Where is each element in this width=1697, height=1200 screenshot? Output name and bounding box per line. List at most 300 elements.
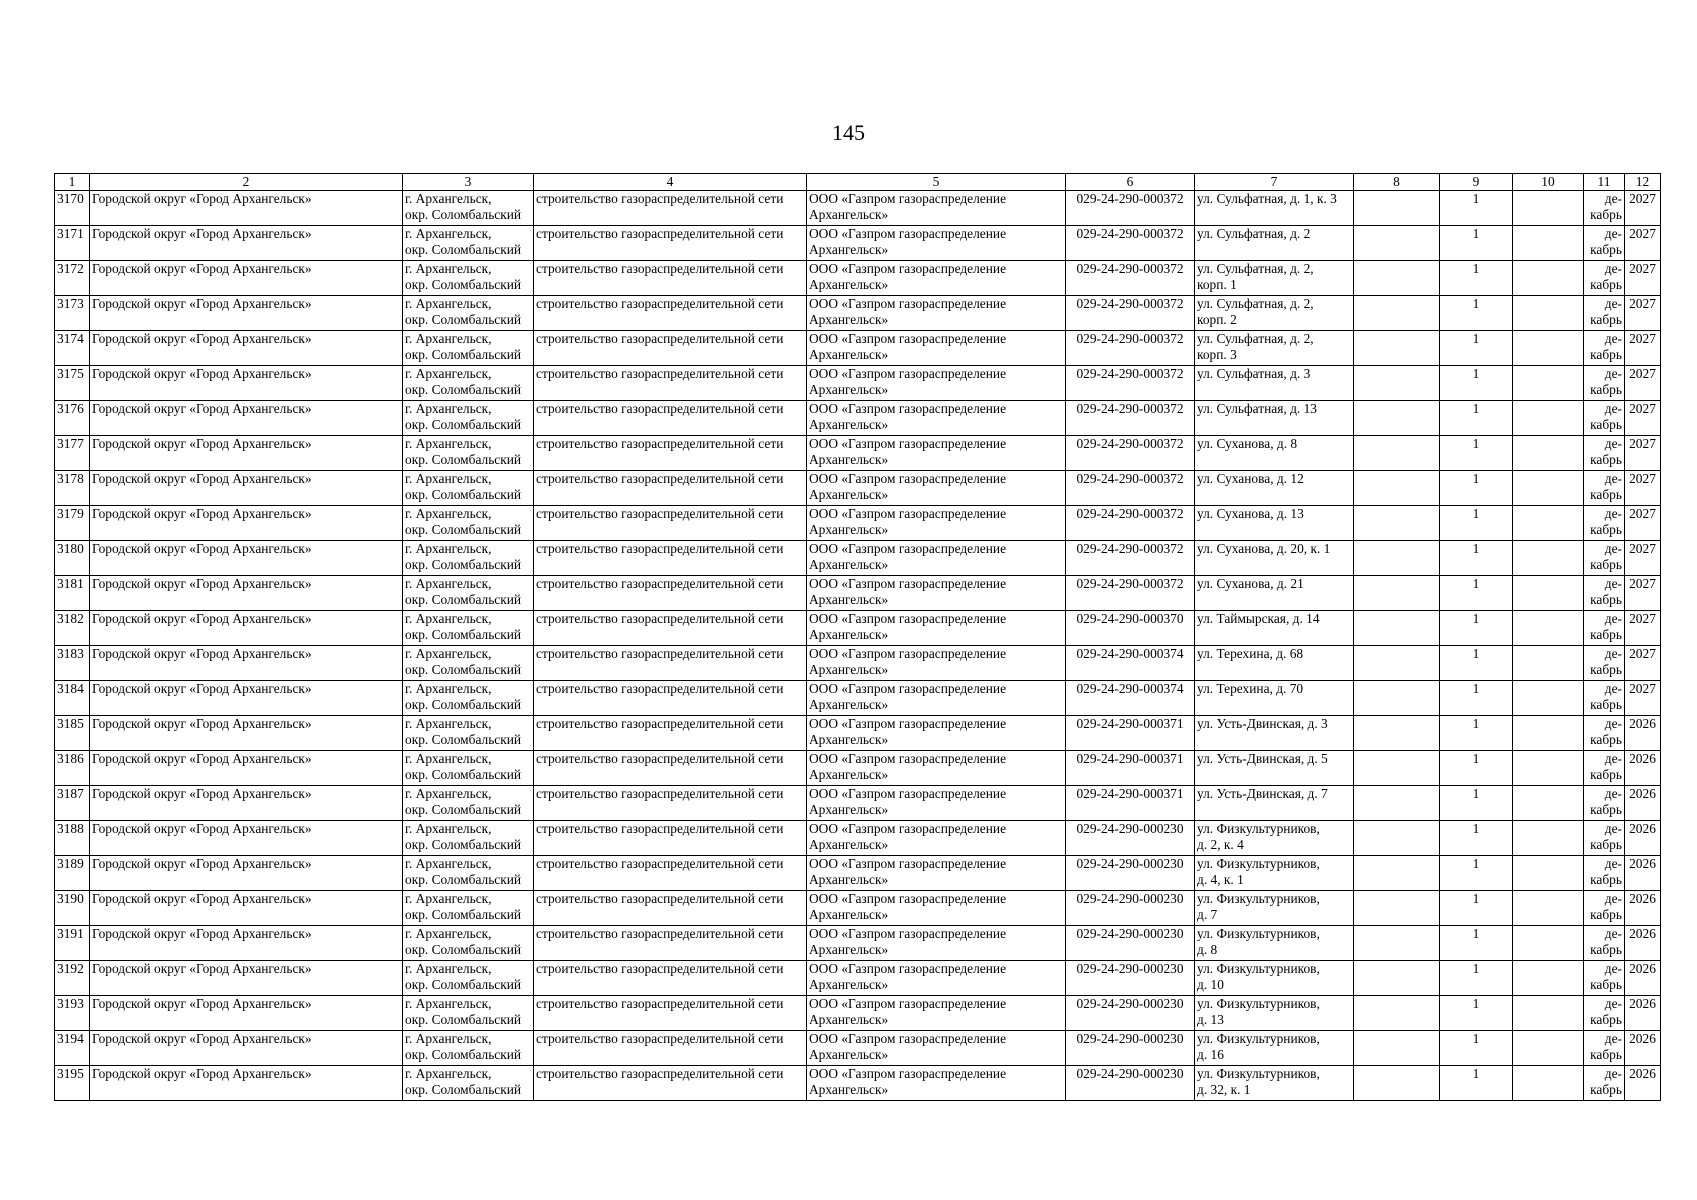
municipality-cell: Городской округ «Город Архангельск» (90, 261, 403, 296)
organization-line: ООО «Газпром газораспределение (809, 961, 1007, 976)
quantity-cell: 1 (1440, 996, 1513, 1031)
empty-cell (1513, 576, 1584, 611)
quantity-cell: 1 (1440, 261, 1513, 296)
organization-line: ООО «Газпром газораспределение (809, 331, 1007, 346)
empty-cell (1354, 996, 1440, 1031)
organization-line: ООО «Газпром газораспределение (809, 296, 1007, 311)
month-line: де- (1604, 1031, 1622, 1046)
empty-cell (1513, 891, 1584, 926)
month-cell (1584, 296, 1625, 331)
locality-line: г. Архангельск, (405, 611, 492, 626)
organization-cell (807, 891, 1066, 926)
header-cell: 4 (534, 174, 807, 191)
organization-cell (807, 786, 1066, 821)
header-cell: 3 (403, 174, 534, 191)
locality-cell (403, 611, 534, 646)
year-cell: 2027 (1625, 611, 1661, 646)
organization-line: ООО «Газпром газораспределение (809, 261, 1007, 276)
address-line: ул. Сульфатная, д. 1, к. 3 (1197, 191, 1337, 206)
empty-cell (1354, 366, 1440, 401)
address-line: ул. Физкультурников, (1197, 961, 1320, 976)
year-cell: 2027 (1625, 226, 1661, 261)
code-cell: 029-24-290-000372 (1066, 261, 1195, 296)
empty-cell (1513, 261, 1584, 296)
locality-cell (403, 1066, 534, 1101)
work-type-cell: строительство газораспределительной сети (534, 646, 807, 681)
locality-cell (403, 996, 534, 1031)
address-cell (1195, 366, 1354, 401)
municipality-cell: Городской округ «Город Архангельск» (90, 681, 403, 716)
table-row (55, 716, 1661, 751)
year-cell: 2027 (1625, 401, 1661, 436)
address-cell (1195, 296, 1354, 331)
locality-line: окр. Соломбальский (405, 732, 522, 747)
organization-cell (807, 401, 1066, 436)
row-number-cell: 3177 (55, 436, 90, 471)
locality-line: г. Архангельск, (405, 226, 492, 241)
organization-line: ООО «Газпром газораспределение (809, 891, 1007, 906)
code-cell: 029-24-290-000372 (1066, 541, 1195, 576)
address-cell (1195, 226, 1354, 261)
work-type-cell: строительство газораспределительной сети (534, 261, 807, 296)
locality-line: окр. Соломбальский (405, 942, 522, 957)
work-type-cell: строительство газораспределительной сети (534, 226, 807, 261)
month-cell (1584, 436, 1625, 471)
code-cell: 029-24-290-000230 (1066, 1066, 1195, 1101)
year-cell: 2027 (1625, 331, 1661, 366)
quantity-cell: 1 (1440, 751, 1513, 786)
code-cell: 029-24-290-000372 (1066, 331, 1195, 366)
code-cell: 029-24-290-000230 (1066, 961, 1195, 996)
table-row (55, 366, 1661, 401)
address-line: ул. Суханова, д. 13 (1197, 506, 1304, 521)
empty-cell (1513, 366, 1584, 401)
row-number-cell: 3173 (55, 296, 90, 331)
month-line: де- (1604, 366, 1622, 381)
organization-line: Архангельск» (809, 732, 889, 747)
quantity-cell: 1 (1440, 891, 1513, 926)
locality-cell (403, 226, 534, 261)
locality-line: окр. Соломбальский (405, 872, 522, 887)
month-line: кабрь (1590, 522, 1622, 537)
empty-cell (1513, 191, 1584, 226)
municipality-cell: Городской округ «Город Архангельск» (90, 891, 403, 926)
year-cell: 2026 (1625, 926, 1661, 961)
table-row (55, 261, 1661, 296)
address-line: ул. Физкультурников, (1197, 1031, 1320, 1046)
year-cell: 2026 (1625, 1066, 1661, 1101)
locality-line: окр. Соломбальский (405, 347, 522, 362)
organization-cell (807, 191, 1066, 226)
municipality-cell: Городской округ «Город Архангельск» (90, 996, 403, 1031)
code-cell: 029-24-290-000370 (1066, 611, 1195, 646)
quantity-cell: 1 (1440, 716, 1513, 751)
locality-cell (403, 856, 534, 891)
address-line: ул. Физкультурников, (1197, 926, 1320, 941)
table-row (55, 961, 1661, 996)
month-cell (1584, 681, 1625, 716)
table-row (55, 786, 1661, 821)
locality-line: окр. Соломбальский (405, 627, 522, 642)
table-row (55, 191, 1661, 226)
work-type-cell: строительство газораспределительной сети (534, 576, 807, 611)
organization-line: Архангельск» (809, 802, 889, 817)
header-cell: 9 (1440, 174, 1513, 191)
month-line: де- (1604, 401, 1622, 416)
empty-cell (1513, 1031, 1584, 1066)
year-cell: 2026 (1625, 821, 1661, 856)
empty-cell (1354, 821, 1440, 856)
month-line: кабрь (1590, 382, 1622, 397)
address-cell (1195, 576, 1354, 611)
address-cell (1195, 926, 1354, 961)
municipality-cell: Городской округ «Город Архангельск» (90, 716, 403, 751)
address-cell (1195, 471, 1354, 506)
address-cell (1195, 191, 1354, 226)
organization-line: Архангельск» (809, 837, 889, 852)
locality-line: окр. Соломбальский (405, 592, 522, 607)
organization-cell (807, 821, 1066, 856)
work-type-cell: строительство газораспределительной сети (534, 891, 807, 926)
row-number-cell: 3183 (55, 646, 90, 681)
locality-cell (403, 961, 534, 996)
code-cell: 029-24-290-000230 (1066, 996, 1195, 1031)
row-number-cell: 3190 (55, 891, 90, 926)
table-row (55, 296, 1661, 331)
table-row (55, 996, 1661, 1031)
quantity-cell: 1 (1440, 331, 1513, 366)
organization-cell (807, 471, 1066, 506)
address-cell (1195, 261, 1354, 296)
month-line: кабрь (1590, 242, 1622, 257)
month-line: де- (1604, 716, 1622, 731)
empty-cell (1513, 506, 1584, 541)
locality-cell (403, 821, 534, 856)
month-cell (1584, 366, 1625, 401)
row-number-cell: 3188 (55, 821, 90, 856)
locality-cell (403, 436, 534, 471)
organization-line: ООО «Газпром газораспределение (809, 191, 1007, 206)
address-cell (1195, 821, 1354, 856)
locality-cell (403, 366, 534, 401)
address-line: д. 7 (1197, 907, 1218, 922)
year-cell: 2027 (1625, 541, 1661, 576)
locality-cell (403, 191, 534, 226)
locality-cell (403, 506, 534, 541)
address-line: ул. Усть-Двинская, д. 5 (1197, 751, 1328, 766)
work-type-cell: строительство газораспределительной сети (534, 961, 807, 996)
code-cell: 029-24-290-000372 (1066, 366, 1195, 401)
municipality-cell: Городской округ «Город Архангельск» (90, 331, 403, 366)
locality-cell (403, 1031, 534, 1066)
organization-line: Архангельск» (809, 767, 889, 782)
locality-cell (403, 681, 534, 716)
locality-line: г. Архангельск, (405, 681, 492, 696)
row-number-cell: 3184 (55, 681, 90, 716)
table-body (55, 191, 1661, 1101)
month-line: де- (1604, 1066, 1622, 1081)
month-line: де- (1604, 541, 1622, 556)
address-cell (1195, 716, 1354, 751)
month-line: кабрь (1590, 942, 1622, 957)
month-line: де- (1604, 436, 1622, 451)
code-cell: 029-24-290-000230 (1066, 821, 1195, 856)
month-cell (1584, 226, 1625, 261)
month-line: де- (1604, 646, 1622, 661)
quantity-cell: 1 (1440, 436, 1513, 471)
quantity-cell: 1 (1440, 1031, 1513, 1066)
month-cell (1584, 926, 1625, 961)
address-line: ул. Сульфатная, д. 3 (1197, 366, 1311, 381)
quantity-cell: 1 (1440, 296, 1513, 331)
locality-line: окр. Соломбальский (405, 557, 522, 572)
organization-line: ООО «Газпром газораспределение (809, 786, 1007, 801)
locality-cell (403, 716, 534, 751)
address-cell (1195, 891, 1354, 926)
address-cell (1195, 331, 1354, 366)
municipality-cell: Городской округ «Город Архангельск» (90, 751, 403, 786)
municipality-cell: Городской округ «Город Архангельск» (90, 576, 403, 611)
month-line: де- (1604, 611, 1622, 626)
locality-line: г. Архангельск, (405, 751, 492, 766)
registry-table (54, 173, 1661, 1101)
empty-cell (1354, 1031, 1440, 1066)
organization-line: Архангельск» (809, 242, 889, 257)
address-line: д. 10 (1197, 977, 1224, 992)
quantity-cell: 1 (1440, 541, 1513, 576)
address-line: д. 13 (1197, 1012, 1224, 1027)
address-line: ул. Сульфатная, д. 13 (1197, 401, 1317, 416)
code-cell: 029-24-290-000230 (1066, 891, 1195, 926)
organization-cell (807, 926, 1066, 961)
table-row (55, 471, 1661, 506)
organization-line: ООО «Газпром газораспределение (809, 1031, 1007, 1046)
empty-cell (1513, 751, 1584, 786)
address-cell (1195, 961, 1354, 996)
municipality-cell: Городской округ «Город Архангельск» (90, 611, 403, 646)
locality-line: окр. Соломбальский (405, 417, 522, 432)
empty-cell (1513, 821, 1584, 856)
month-line: де- (1604, 786, 1622, 801)
month-line: де- (1604, 261, 1622, 276)
empty-cell (1354, 331, 1440, 366)
month-line: кабрь (1590, 627, 1622, 642)
month-cell (1584, 821, 1625, 856)
organization-line: ООО «Газпром газораспределение (809, 506, 1007, 521)
locality-line: г. Архангельск, (405, 716, 492, 731)
row-number-cell: 3172 (55, 261, 90, 296)
month-line: де- (1604, 331, 1622, 346)
code-cell: 029-24-290-000371 (1066, 751, 1195, 786)
locality-line: г. Архангельск, (405, 401, 492, 416)
locality-line: окр. Соломбальский (405, 837, 522, 852)
organization-line: Архангельск» (809, 592, 889, 607)
year-cell: 2026 (1625, 856, 1661, 891)
month-cell (1584, 646, 1625, 681)
organization-line: ООО «Газпром газораспределение (809, 996, 1007, 1011)
address-line: ул. Терехина, д. 68 (1197, 646, 1304, 661)
year-cell: 2026 (1625, 1031, 1661, 1066)
month-cell (1584, 716, 1625, 751)
month-line: де- (1604, 576, 1622, 591)
month-line: де- (1604, 296, 1622, 311)
municipality-cell: Городской округ «Город Архангельск» (90, 401, 403, 436)
table-row (55, 331, 1661, 366)
year-cell: 2027 (1625, 296, 1661, 331)
address-line: ул. Сульфатная, д. 2 (1197, 226, 1311, 241)
work-type-cell: строительство газораспределительной сети (534, 996, 807, 1031)
month-cell (1584, 611, 1625, 646)
address-line: д. 4, к. 1 (1197, 872, 1244, 887)
locality-line: г. Архангельск, (405, 471, 492, 486)
empty-cell (1354, 681, 1440, 716)
empty-cell (1354, 436, 1440, 471)
locality-cell (403, 471, 534, 506)
empty-cell (1513, 681, 1584, 716)
locality-line: окр. Соломбальский (405, 802, 522, 817)
code-cell: 029-24-290-000372 (1066, 576, 1195, 611)
municipality-cell: Городской округ «Город Архангельск» (90, 926, 403, 961)
organization-line: Архангельск» (809, 697, 889, 712)
year-cell: 2027 (1625, 576, 1661, 611)
locality-line: г. Архангельск, (405, 331, 492, 346)
quantity-cell: 1 (1440, 506, 1513, 541)
organization-line: ООО «Газпром газораспределение (809, 436, 1007, 451)
month-line: де- (1604, 856, 1622, 871)
locality-line: г. Архангельск, (405, 821, 492, 836)
month-cell (1584, 856, 1625, 891)
header-cell: 12 (1625, 174, 1661, 191)
organization-line: ООО «Газпром газораспределение (809, 611, 1007, 626)
quantity-cell: 1 (1440, 1066, 1513, 1101)
code-cell: 029-24-290-000372 (1066, 226, 1195, 261)
month-line: де- (1604, 226, 1622, 241)
locality-cell (403, 261, 534, 296)
empty-cell (1513, 996, 1584, 1031)
municipality-cell: Городской округ «Город Архангельск» (90, 191, 403, 226)
organization-line: ООО «Газпром газораспределение (809, 401, 1007, 416)
organization-cell (807, 1066, 1066, 1101)
row-number-cell: 3176 (55, 401, 90, 436)
organization-cell (807, 576, 1066, 611)
row-number-cell: 3182 (55, 611, 90, 646)
organization-line: Архангельск» (809, 312, 889, 327)
month-cell (1584, 786, 1625, 821)
work-type-cell: строительство газораспределительной сети (534, 751, 807, 786)
row-number-cell: 3195 (55, 1066, 90, 1101)
header-cell: 10 (1513, 174, 1584, 191)
empty-cell (1354, 786, 1440, 821)
quantity-cell: 1 (1440, 821, 1513, 856)
row-number-cell: 3185 (55, 716, 90, 751)
work-type-cell: строительство газораспределительной сети (534, 1031, 807, 1066)
organization-line: ООО «Газпром газораспределение (809, 646, 1007, 661)
locality-line: г. Архангельск, (405, 506, 492, 521)
table-row (55, 576, 1661, 611)
month-cell (1584, 961, 1625, 996)
month-line: кабрь (1590, 1082, 1622, 1097)
work-type-cell: строительство газораспределительной сети (534, 681, 807, 716)
row-number-cell: 3189 (55, 856, 90, 891)
organization-line: ООО «Газпром газораспределение (809, 856, 1007, 871)
address-cell (1195, 401, 1354, 436)
header-cell: 1 (55, 174, 90, 191)
locality-line: окр. Соломбальский (405, 242, 522, 257)
address-cell (1195, 786, 1354, 821)
code-cell: 029-24-290-000372 (1066, 436, 1195, 471)
month-line: де- (1604, 821, 1622, 836)
code-cell: 029-24-290-000230 (1066, 1031, 1195, 1066)
locality-cell (403, 296, 534, 331)
locality-line: г. Архангельск, (405, 436, 492, 451)
empty-cell (1513, 856, 1584, 891)
month-line: де- (1604, 926, 1622, 941)
empty-cell (1513, 1066, 1584, 1101)
locality-line: окр. Соломбальский (405, 662, 522, 677)
organization-line: ООО «Газпром газораспределение (809, 681, 1007, 696)
locality-line: г. Архангельск, (405, 191, 492, 206)
locality-line: г. Архангельск, (405, 786, 492, 801)
locality-line: г. Архангельск, (405, 891, 492, 906)
address-cell (1195, 681, 1354, 716)
code-cell: 029-24-290-000371 (1066, 716, 1195, 751)
table-row (55, 436, 1661, 471)
month-line: кабрь (1590, 767, 1622, 782)
year-cell: 2026 (1625, 786, 1661, 821)
locality-cell (403, 751, 534, 786)
locality-line: г. Архангельск, (405, 296, 492, 311)
table-row (55, 926, 1661, 961)
empty-cell (1513, 716, 1584, 751)
month-line: кабрь (1590, 452, 1622, 467)
work-type-cell: строительство газораспределительной сети (534, 541, 807, 576)
row-number-cell: 3179 (55, 506, 90, 541)
month-cell (1584, 576, 1625, 611)
header-cell: 5 (807, 174, 1066, 191)
address-line: ул. Сульфатная, д. 2, (1197, 331, 1314, 346)
organization-line: Архангельск» (809, 662, 889, 677)
month-cell (1584, 261, 1625, 296)
row-number-cell: 3194 (55, 1031, 90, 1066)
municipality-cell: Городской округ «Город Архангельск» (90, 786, 403, 821)
month-line: кабрь (1590, 837, 1622, 852)
organization-line: Архангельск» (809, 452, 889, 467)
month-line: кабрь (1590, 1047, 1622, 1062)
organization-cell (807, 751, 1066, 786)
quantity-cell: 1 (1440, 856, 1513, 891)
work-type-cell: строительство газораспределительной сети (534, 716, 807, 751)
organization-cell (807, 366, 1066, 401)
organization-cell (807, 681, 1066, 716)
month-line: кабрь (1590, 347, 1622, 362)
quantity-cell: 1 (1440, 401, 1513, 436)
locality-line: окр. Соломбальский (405, 697, 522, 712)
address-line: ул. Усть-Двинская, д. 7 (1197, 786, 1328, 801)
organization-line: ООО «Газпром газораспределение (809, 821, 1007, 836)
empty-cell (1513, 471, 1584, 506)
locality-cell (403, 331, 534, 366)
table-row (55, 1066, 1661, 1101)
month-cell (1584, 401, 1625, 436)
month-cell (1584, 1066, 1625, 1101)
year-cell: 2027 (1625, 436, 1661, 471)
organization-line: Архангельск» (809, 277, 889, 292)
address-line: ул. Физкультурников, (1197, 856, 1320, 871)
locality-line: окр. Соломбальский (405, 767, 522, 782)
locality-cell (403, 891, 534, 926)
work-type-cell: строительство газораспределительной сети (534, 821, 807, 856)
municipality-cell: Городской округ «Город Архангельск» (90, 506, 403, 541)
